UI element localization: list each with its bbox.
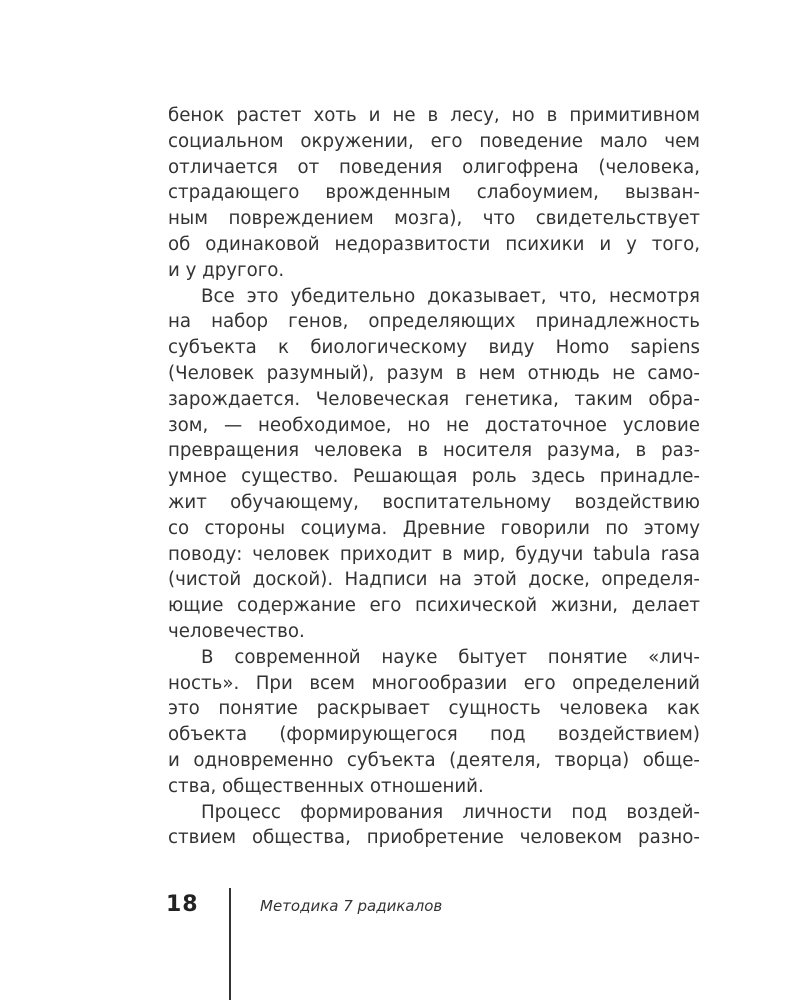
- text-line: Процесс формирования личности под воздей-: [201, 801, 700, 823]
- body-text: [168, 103, 700, 851]
- text-line: зом, — необходимое, но не достаточное условие: [168, 414, 700, 436]
- text-line: ность». При всем многообразии его определений: [168, 672, 700, 694]
- text-line: социальном окружении, его поведение мало чем: [168, 130, 700, 152]
- text-line: ства, общественных отношений.: [168, 775, 484, 797]
- text-line: бенок растет хоть и не в лесу, но в примитивном: [168, 105, 700, 126]
- text-line: отличается от поведения олигофрена (человека,: [168, 156, 700, 178]
- footer-divider: [229, 888, 231, 1000]
- text-line: объекта (формирующегося под воздействием): [168, 724, 700, 746]
- text-line: ствием общества, приобретение человеком разно-: [168, 827, 700, 849]
- text-line: Все это убедительно доказывает, что, несмотря: [201, 285, 700, 307]
- text-line: (Человек разумный), разум в нем отнюдь не само-: [168, 362, 700, 384]
- text-line: (чистой доской). Надписи на этой доске, определя-: [168, 569, 700, 591]
- text-line: об одинаковой недоразвитости психики и у того,: [168, 233, 700, 255]
- text-line: и у другого.: [168, 259, 285, 281]
- page-footer: [0, 880, 800, 1000]
- text-line: превращения человека в носителя разума, в раз-: [168, 440, 700, 462]
- text-line: на набор генов, определяющих принадлежность: [168, 311, 700, 333]
- text-line: поводу: человек приходит в мир, будучи tabula rasa: [168, 543, 700, 565]
- text-line: ющие содержание его психической жизни, делает: [168, 595, 700, 617]
- text-line: умное существо. Решающая роль здесь принадле-: [168, 466, 700, 488]
- text-line: ным повреждением мозга), что свидетельствует: [168, 208, 700, 230]
- text-line: субъекта к биологическому виду Homo sapiens: [168, 337, 700, 359]
- text-line: со стороны социума. Древние говорили по этому: [168, 517, 700, 539]
- text-line: жит обучающему, воспитательному воздействию: [168, 491, 700, 513]
- running-title: Методика 7 радикалов: [260, 897, 443, 915]
- text-line: это понятие раскрывает сущность человека как: [168, 698, 700, 720]
- text-line: человечество.: [168, 620, 305, 642]
- text-line: и одновременно субъекта (деятеля, творца) обще-: [168, 749, 700, 771]
- text-line: страдающего врожденным слабоумием, вызван-: [168, 182, 700, 204]
- text-line: зарождается. Человеческая генетика, таким обра-: [168, 388, 700, 410]
- page-number: 18: [166, 892, 199, 917]
- text-line: В современной науке бытует понятие «лич-: [201, 646, 700, 668]
